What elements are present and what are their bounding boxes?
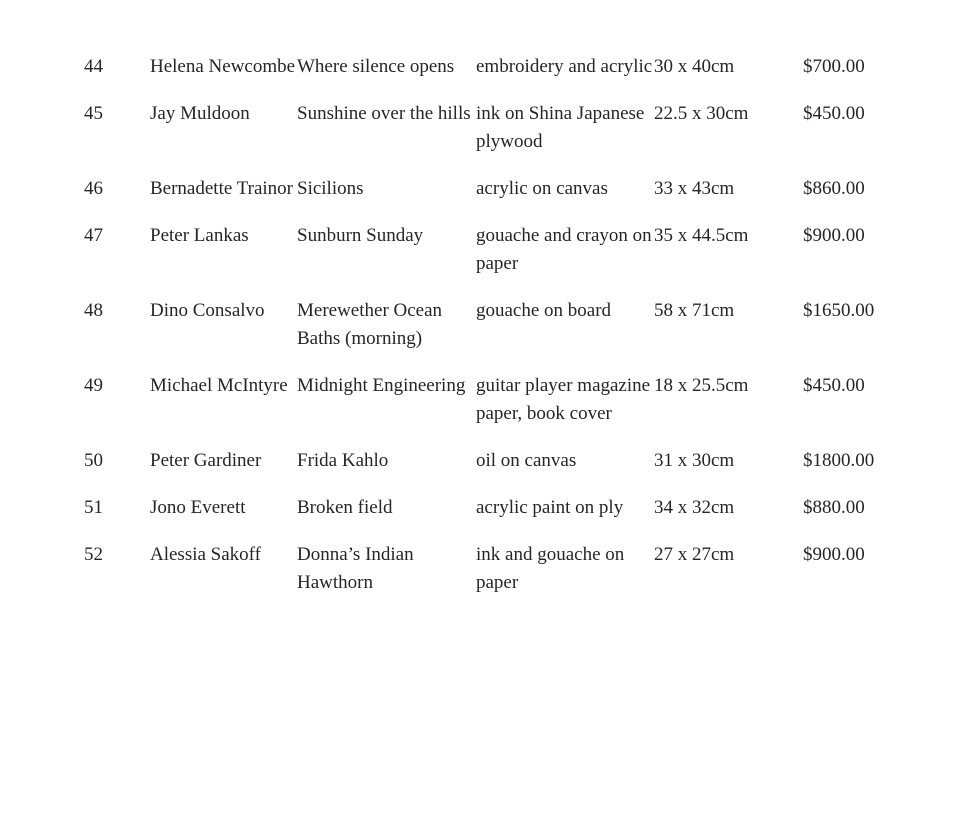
artwork-title: Sunshine over the hills bbox=[297, 103, 471, 124]
catalogue-number: 48 bbox=[84, 300, 103, 321]
artwork-title: Midnight Engineering bbox=[297, 375, 466, 396]
artwork-price: $1800.00 bbox=[803, 450, 875, 471]
artwork-size: 58 x 71cm bbox=[654, 300, 735, 321]
artwork-price: $900.00 bbox=[803, 544, 865, 565]
artist-name: Jay Muldoon bbox=[150, 103, 250, 124]
catalogue-number: 45 bbox=[84, 103, 103, 124]
artwork-price: $1650.00 bbox=[803, 300, 875, 321]
artwork-medium: ink and gouache on paper bbox=[476, 544, 625, 593]
table-row bbox=[84, 494, 913, 541]
artwork-size: 34 x 32cm bbox=[654, 497, 735, 518]
artist-name: Peter Lankas bbox=[150, 225, 249, 246]
artwork-medium: embroidery and acrylic bbox=[476, 56, 653, 77]
artwork-title: Broken field bbox=[297, 497, 393, 518]
artwork-medium: acrylic paint on ply bbox=[476, 497, 624, 518]
artwork-title: Sunburn Sunday bbox=[297, 225, 424, 246]
catalogue-number: 49 bbox=[84, 375, 103, 396]
table-row bbox=[84, 372, 913, 447]
artist-name: Bernadette Trainor bbox=[150, 178, 294, 199]
artwork-medium: ink on Shina Japanese plywood bbox=[476, 103, 645, 152]
artwork-title: Merewether Ocean Baths (morning) bbox=[297, 300, 443, 349]
artwork-medium: acrylic on canvas bbox=[476, 178, 608, 199]
artwork-price: $450.00 bbox=[803, 375, 865, 396]
catalogue-number: 50 bbox=[84, 450, 103, 471]
artist-name: Alessia Sakoff bbox=[150, 544, 261, 565]
artwork-size: 18 x 25.5cm bbox=[654, 375, 749, 396]
artwork-title: Where silence opens bbox=[297, 56, 455, 77]
artist-name: Helena Newcombe bbox=[150, 56, 296, 77]
artwork-size: 30 x 40cm bbox=[654, 56, 735, 77]
artwork-size: 31 x 30cm bbox=[654, 450, 735, 471]
catalogue-number: 52 bbox=[84, 544, 103, 565]
artist-name: Peter Gardiner bbox=[150, 450, 262, 471]
artwork-size: 33 x 43cm bbox=[654, 178, 735, 199]
artwork-medium: oil on canvas bbox=[476, 450, 577, 471]
catalogue-number: 46 bbox=[84, 178, 103, 199]
artwork-price: $880.00 bbox=[803, 497, 865, 518]
table-row bbox=[84, 447, 913, 494]
table-row bbox=[84, 53, 913, 100]
table-row bbox=[84, 222, 913, 297]
artwork-title: Sicilions bbox=[297, 178, 364, 199]
table-row bbox=[84, 175, 913, 222]
artwork-size: 27 x 27cm bbox=[654, 544, 735, 565]
catalogue-number: 44 bbox=[84, 56, 103, 77]
artist-name: Dino Consalvo bbox=[150, 300, 265, 321]
artist-name: Jono Everett bbox=[150, 497, 246, 518]
artwork-price: $450.00 bbox=[803, 103, 865, 124]
artwork-medium: gouache and crayon on paper bbox=[476, 225, 652, 274]
artwork-medium: gouache on board bbox=[476, 300, 612, 321]
table-row bbox=[84, 100, 913, 175]
catalogue-number: 51 bbox=[84, 497, 103, 518]
artwork-size: 35 x 44.5cm bbox=[654, 225, 749, 246]
artwork-medium: guitar player magazine paper, book cover bbox=[476, 375, 651, 424]
artwork-title: Donna’s Indian Hawthorn bbox=[297, 544, 414, 593]
artwork-title: Frida Kahlo bbox=[297, 450, 389, 471]
artwork-size: 22.5 x 30cm bbox=[654, 103, 749, 124]
artwork-price: $900.00 bbox=[803, 225, 865, 246]
artwork-price: $700.00 bbox=[803, 56, 865, 77]
table-row bbox=[84, 541, 913, 616]
artwork-catalogue-table bbox=[84, 53, 913, 616]
artist-name: Michael McIntyre bbox=[150, 375, 288, 396]
catalogue-number: 47 bbox=[84, 225, 103, 246]
table-row bbox=[84, 297, 913, 372]
artwork-price: $860.00 bbox=[803, 178, 865, 199]
